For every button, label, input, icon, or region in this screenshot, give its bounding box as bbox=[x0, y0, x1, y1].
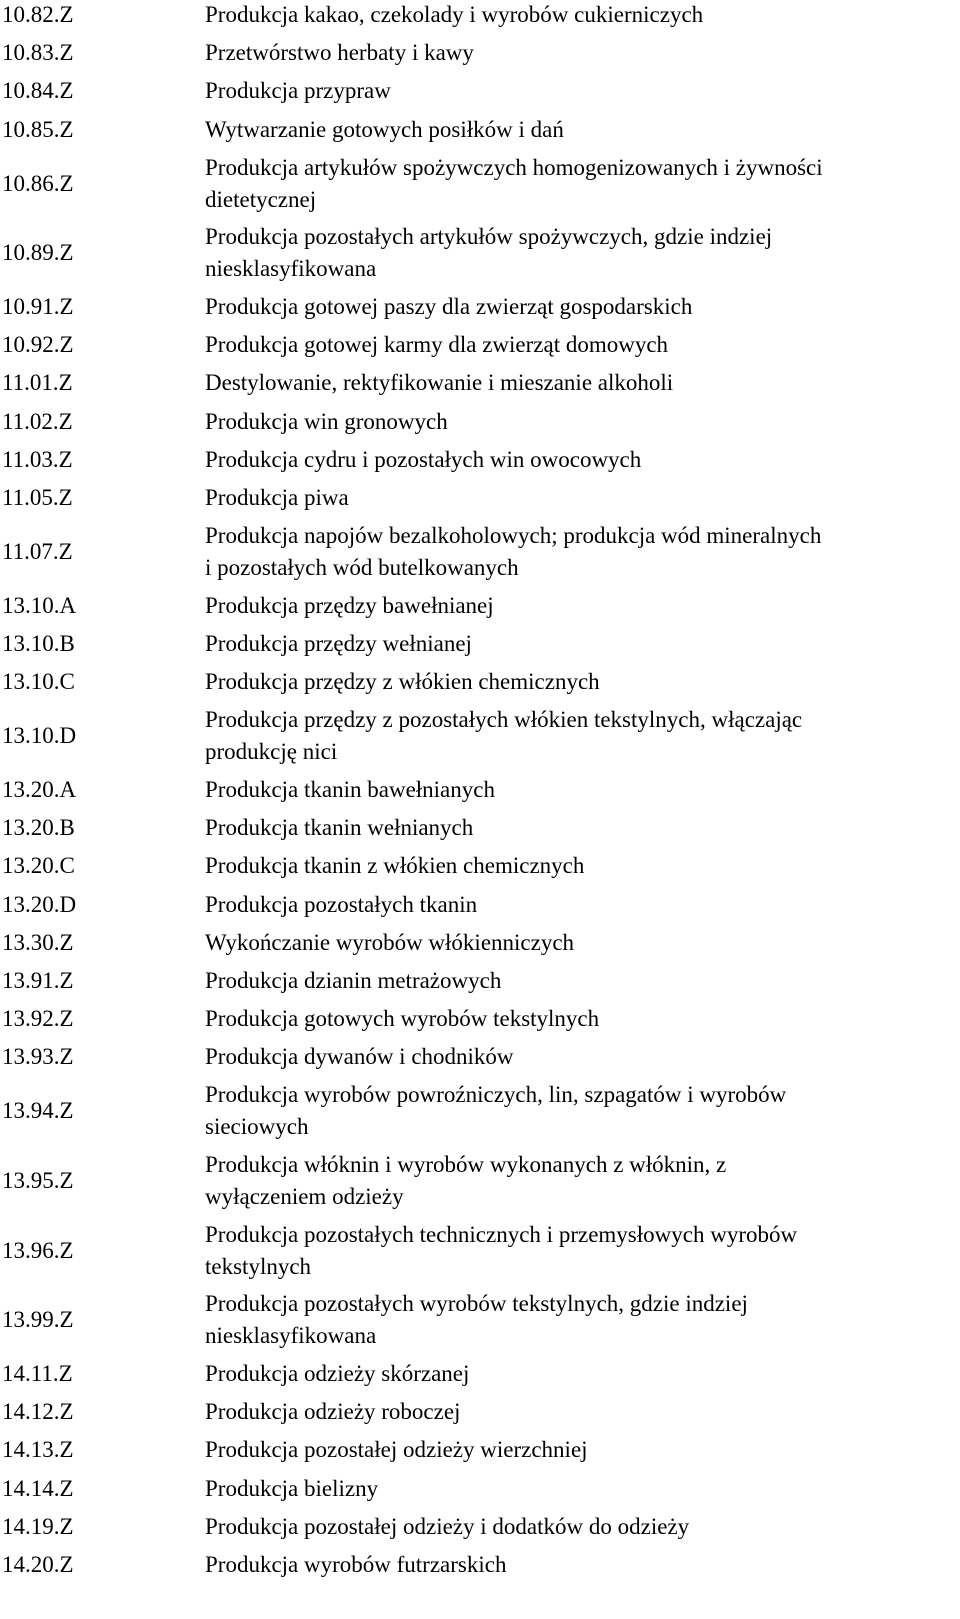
table-row bbox=[0, 1431, 960, 1469]
description-line: Wykończanie wyrobów włókienniczych bbox=[205, 929, 575, 955]
description-line: Destylowanie, rektyfikowanie i mieszanie alkoholi bbox=[205, 370, 674, 396]
description-line: Produkcja win gronowych bbox=[205, 408, 448, 434]
description-line: tekstylnych bbox=[205, 1253, 312, 1279]
description-line: Produkcja przypraw bbox=[205, 78, 391, 104]
description-line: Produkcja gotowej karmy dla zwierząt domowych bbox=[205, 332, 669, 358]
description-line: Produkcja tkanin bawełnianych bbox=[205, 777, 495, 803]
activity-code: 14.19.Z bbox=[2, 1513, 74, 1539]
activity-code: 13.10.C bbox=[2, 669, 75, 695]
activity-description bbox=[205, 774, 955, 806]
activity-description bbox=[205, 889, 955, 921]
activity-code: 11.05.Z bbox=[2, 485, 73, 511]
activity-description bbox=[205, 1358, 955, 1390]
activity-code: 10.84.Z bbox=[2, 78, 74, 104]
table-row bbox=[0, 886, 960, 924]
table-row bbox=[0, 479, 960, 517]
table-row bbox=[0, 663, 960, 701]
description-line: Produkcja pozostałych technicznych i przemysłowych wyrobów bbox=[205, 1221, 798, 1247]
activity-description bbox=[205, 1041, 955, 1073]
activity-code: 13.94.Z bbox=[2, 1098, 74, 1124]
activity-description bbox=[205, 406, 955, 438]
activity-code: 13.20.B bbox=[2, 815, 75, 841]
table-row bbox=[0, 1393, 960, 1431]
activity-description bbox=[205, 1473, 955, 1505]
activity-code: 13.10.D bbox=[2, 723, 77, 749]
description-line: Produkcja pozostałych tkanin bbox=[205, 891, 478, 917]
activity-code: 13.10.A bbox=[2, 592, 77, 618]
activity-description bbox=[205, 1549, 955, 1581]
description-line: Produkcja przędzy wełnianej bbox=[205, 631, 472, 657]
activity-code: 13.91.Z bbox=[2, 968, 74, 994]
description-line: Produkcja tkanin wełnianych bbox=[205, 815, 474, 841]
description-line: Produkcja przędzy z pozostałych włókien tekstylnych, włączając bbox=[205, 707, 803, 733]
table-row bbox=[0, 34, 960, 72]
table-row bbox=[0, 1146, 960, 1216]
activity-code: 13.92.Z bbox=[2, 1006, 74, 1032]
activity-code: 13.96.Z bbox=[2, 1237, 74, 1263]
table-row bbox=[0, 962, 960, 1000]
activity-code: 14.20.Z bbox=[2, 1552, 74, 1578]
description-line: Produkcja pozostałych wyrobów tekstylnych, gdzie indziej bbox=[205, 1291, 748, 1317]
table-row bbox=[0, 1077, 960, 1147]
description-line: wyłączeniem odzieży bbox=[205, 1183, 404, 1209]
table-row bbox=[0, 517, 960, 587]
activity-description bbox=[205, 965, 955, 997]
table-row bbox=[0, 587, 960, 625]
table-row bbox=[0, 364, 960, 402]
activity-code: 14.12.Z bbox=[2, 1399, 74, 1425]
activity-description bbox=[205, 1149, 955, 1213]
table-row bbox=[0, 326, 960, 364]
description-line: Produkcja piwa bbox=[205, 485, 349, 511]
description-line: Produkcja pozostałej odzieży wierzchniej bbox=[205, 1437, 588, 1463]
description-line: i pozostałych wód butelkowanych bbox=[205, 554, 519, 580]
table-row bbox=[0, 441, 960, 479]
activity-code: 10.92.Z bbox=[2, 332, 74, 358]
activity-description bbox=[205, 291, 955, 323]
description-line: Produkcja włóknin i wyrobów wykonanych z włóknin, z bbox=[205, 1151, 727, 1177]
activity-code: 13.20.D bbox=[2, 891, 77, 917]
activity-description bbox=[205, 329, 955, 361]
description-line: produkcję nici bbox=[205, 739, 338, 765]
activity-code: 13.93.Z bbox=[2, 1044, 74, 1070]
description-line: Produkcja dzianin metrażowych bbox=[205, 968, 502, 994]
activity-code: 10.89.Z bbox=[2, 240, 74, 266]
activity-description bbox=[205, 1511, 955, 1543]
activity-code: 10.91.Z bbox=[2, 294, 74, 320]
activity-description bbox=[205, 590, 955, 622]
description-line: Przetwórstwo herbaty i kawy bbox=[205, 40, 474, 66]
table-row bbox=[0, 1546, 960, 1584]
description-line: Produkcja pozostałej odzieży i dodatków do odzieży bbox=[205, 1513, 690, 1539]
table-row bbox=[0, 0, 960, 34]
activity-code: 11.01.Z bbox=[2, 370, 73, 396]
activity-code: 13.99.Z bbox=[2, 1307, 74, 1333]
table-row bbox=[0, 288, 960, 326]
description-line: Produkcja przędzy z włókien chemicznych bbox=[205, 669, 600, 695]
activity-description bbox=[205, 367, 955, 399]
table-row bbox=[0, 847, 960, 885]
activity-code: 11.03.Z bbox=[2, 446, 73, 472]
description-line: Produkcja dywanów i chodników bbox=[205, 1044, 514, 1070]
activity-code: 13.30.Z bbox=[2, 929, 74, 955]
activity-code: 11.07.Z bbox=[2, 538, 73, 564]
table-row bbox=[0, 1285, 960, 1355]
activity-description bbox=[205, 221, 955, 285]
description-line: Produkcja cydru i pozostałych win owocowych bbox=[205, 446, 642, 472]
table-row bbox=[0, 72, 960, 110]
table-row bbox=[0, 924, 960, 962]
description-line: Produkcja odzieży skórzanej bbox=[205, 1361, 470, 1387]
description-line: Produkcja wyrobów powroźniczych, lin, szpagatów i wyrobów bbox=[205, 1082, 787, 1108]
description-line: Produkcja wyrobów futrzarskich bbox=[205, 1552, 507, 1578]
activity-description bbox=[205, 520, 955, 584]
description-line: Produkcja gotowej paszy dla zwierząt gospodarskich bbox=[205, 294, 693, 320]
activity-description bbox=[205, 114, 955, 146]
activity-description bbox=[205, 1434, 955, 1466]
activity-description bbox=[205, 75, 955, 107]
activity-description bbox=[205, 1288, 955, 1352]
table-row bbox=[0, 1508, 960, 1546]
activity-description bbox=[205, 704, 955, 768]
activity-description bbox=[205, 1003, 955, 1035]
activity-description bbox=[205, 927, 955, 959]
description-line: Produkcja artykułów spożywczych homogenizowanych i żywności bbox=[205, 154, 823, 180]
description-line: Produkcja odzieży roboczej bbox=[205, 1399, 461, 1425]
table-row bbox=[0, 149, 960, 219]
activity-code: 10.86.Z bbox=[2, 170, 74, 196]
description-line: Produkcja kakao, czekolady i wyrobów cukierniczych bbox=[205, 2, 704, 28]
table-row bbox=[0, 809, 960, 847]
description-line: Produkcja napojów bezalkoholowych; produkcja wód mineralnych bbox=[205, 522, 822, 548]
activity-description bbox=[205, 1396, 955, 1428]
description-line: Produkcja gotowych wyrobów tekstylnych bbox=[205, 1006, 600, 1032]
table-row bbox=[0, 701, 960, 771]
activity-code: 13.20.A bbox=[2, 777, 77, 803]
activity-code: 14.14.Z bbox=[2, 1475, 74, 1501]
activity-code: 14.11.Z bbox=[2, 1361, 73, 1387]
description-line: niesklasyfikowana bbox=[205, 1323, 377, 1349]
activity-description bbox=[205, 482, 955, 514]
description-line: Wytwarzanie gotowych posiłków i dań bbox=[205, 116, 564, 142]
activity-description bbox=[205, 0, 955, 31]
table-row bbox=[0, 1355, 960, 1393]
table-row bbox=[0, 1038, 960, 1076]
activity-description bbox=[205, 850, 955, 882]
activity-code: 10.82.Z bbox=[2, 2, 74, 28]
description-line: Produkcja przędzy bawełnianej bbox=[205, 592, 494, 618]
description-line: niesklasyfikowana bbox=[205, 256, 377, 282]
table-row bbox=[0, 403, 960, 441]
activity-description bbox=[205, 37, 955, 69]
activity-code: 10.85.Z bbox=[2, 116, 74, 142]
table-row bbox=[0, 1000, 960, 1038]
activity-description bbox=[205, 666, 955, 698]
activity-description bbox=[205, 1219, 955, 1283]
activity-description bbox=[205, 444, 955, 476]
table-row bbox=[0, 111, 960, 149]
activity-code: 11.02.Z bbox=[2, 408, 73, 434]
activity-code: 10.83.Z bbox=[2, 40, 74, 66]
table-row bbox=[0, 1216, 960, 1286]
activity-description bbox=[205, 1079, 955, 1143]
description-line: Produkcja tkanin z włókien chemicznych bbox=[205, 853, 585, 879]
description-line: Produkcja bielizny bbox=[205, 1475, 379, 1501]
description-line: sieciowych bbox=[205, 1114, 309, 1140]
table-row bbox=[0, 625, 960, 663]
activity-description bbox=[205, 812, 955, 844]
activity-description bbox=[205, 628, 955, 660]
activity-code: 13.95.Z bbox=[2, 1167, 74, 1193]
activity-code: 13.20.C bbox=[2, 853, 75, 879]
table-row bbox=[0, 1470, 960, 1508]
activity-description bbox=[205, 152, 955, 216]
table-row bbox=[0, 771, 960, 809]
description-line: Produkcja pozostałych artykułów spożywczych, gdzie indziej bbox=[205, 224, 773, 250]
table-row bbox=[0, 218, 960, 288]
activity-code: 14.13.Z bbox=[2, 1437, 74, 1463]
activity-code: 13.10.B bbox=[2, 631, 75, 657]
description-line: dietetycznej bbox=[205, 186, 317, 212]
